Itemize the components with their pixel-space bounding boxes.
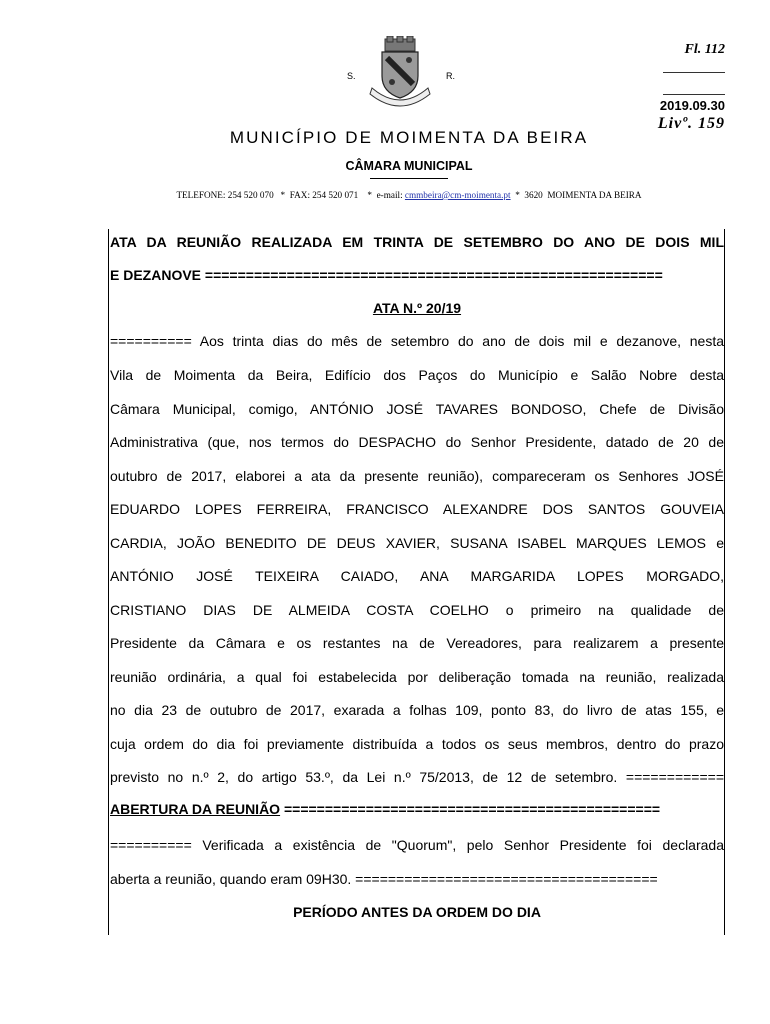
ata-number bbox=[110, 299, 724, 317]
contact-address: * 3620 MOIMENTA DA BEIRA bbox=[510, 190, 642, 200]
body-line: CRISTIANO DIAS DE ALMEIDA COSTA COELHO o primeiro na qualidade de bbox=[110, 602, 724, 618]
body-line: outubro de 2017, elaborei a ata da presente reunião), compareceram os Senhores JOSÉ bbox=[110, 468, 724, 484]
body-line: reunião ordinária, a qual foi estabelecida por deliberação tomada na reunião, realizada bbox=[110, 669, 724, 685]
subtitle-rule bbox=[370, 178, 448, 179]
ata-number-text: ATA N.º 20/19 bbox=[372, 300, 462, 316]
abertura-line bbox=[110, 800, 724, 818]
body-line: Presidente da Câmara e os restantes na de Vereadores, para realizarem a presente bbox=[110, 635, 724, 651]
crest-letter-left: S. bbox=[347, 71, 356, 81]
municipality-title: MUNICÍPIO DE MOIMENTA DA BEIRA bbox=[229, 128, 589, 147]
body-line: aberta a reunião, quando eram 09H30. ===================================== bbox=[110, 871, 658, 887]
body-line: CARDIA, JOÃO BENEDITO DE DEUS XAVIER, SUSANA ISABEL MARQUES LEMOS e bbox=[110, 535, 724, 551]
right-margin-rule bbox=[724, 229, 725, 935]
folio-number: Fl. 112 bbox=[684, 42, 725, 57]
ata-title-line: ATA DA REUNIÃO REALIZADA EM TRINTA DE SETEMBRO DO ANO DE DOIS MIL bbox=[110, 234, 724, 250]
contact-line bbox=[0, 190, 770, 200]
folio-blank-line bbox=[663, 72, 725, 73]
left-margin-rule bbox=[108, 229, 109, 935]
meeting-date: 2019.09.30 bbox=[659, 98, 725, 113]
body-line: ANTÓNIO JOSÉ TEIXEIRA CAIADO, ANA MARGARIDA LOPES MORGADO, bbox=[110, 568, 724, 584]
municipal-coat-of-arms-icon bbox=[360, 36, 440, 110]
folio-blank-line bbox=[663, 94, 725, 95]
abertura-fill: ============================================== bbox=[280, 801, 661, 817]
body-line: ========== Verificada a existência de "Quorum", pelo Senhor Presidente foi declarada bbox=[110, 837, 724, 853]
ata-title-line: E DEZANOVE ======================================================== bbox=[110, 267, 663, 283]
body-line: Câmara Municipal, comigo, ANTÓNIO JOSÉ TAVARES BONDOSO, Chefe de Divisão bbox=[110, 401, 724, 417]
book-number: Livº. 159 bbox=[657, 115, 725, 132]
body-line: Vila de Moimenta da Beira, Edifício dos Paços do Município e Salão Nobre desta bbox=[110, 367, 724, 383]
body-line: Administrativa (que, nos termos do DESPACHO do Senhor Presidente, datado de 20 de bbox=[110, 434, 724, 450]
crest-letter-right: R. bbox=[446, 71, 455, 81]
abertura-heading: ABERTURA DA REUNIÃO bbox=[110, 801, 281, 817]
body-line: previsto no n.º 2, do artigo 53.º, da Lei n.º 75/2013, de 12 de setembro. ============ bbox=[110, 769, 724, 785]
body-line: EDUARDO LOPES FERREIRA, FRANCISCO ALEXANDRE DOS SANTOS GOUVEIA bbox=[110, 501, 724, 517]
council-subtitle: CÂMARA MUNICIPAL bbox=[345, 159, 473, 173]
contact-phone-fax: TELEFONE: 254 520 070 * FAX: 254 520 071 * e-mail: bbox=[176, 190, 405, 200]
email-link[interactable]: cmmbeira@cm-moimenta.pt bbox=[404, 190, 511, 200]
periodo-heading: PERÍODO ANTES DA ORDEM DO DIA bbox=[293, 904, 541, 920]
body-line: cuja ordem do dia foi previamente distribuída a todos os seus membros, dentro do prazo bbox=[110, 736, 724, 752]
body-line: ========== Aos trinta dias do mês de setembro do ano de dois mil e dezanove, nesta bbox=[110, 333, 724, 349]
body-line: no dia 23 de outubro de 2017, exarada a folhas 109, ponto 83, do livro de atas 155, e bbox=[110, 702, 724, 718]
